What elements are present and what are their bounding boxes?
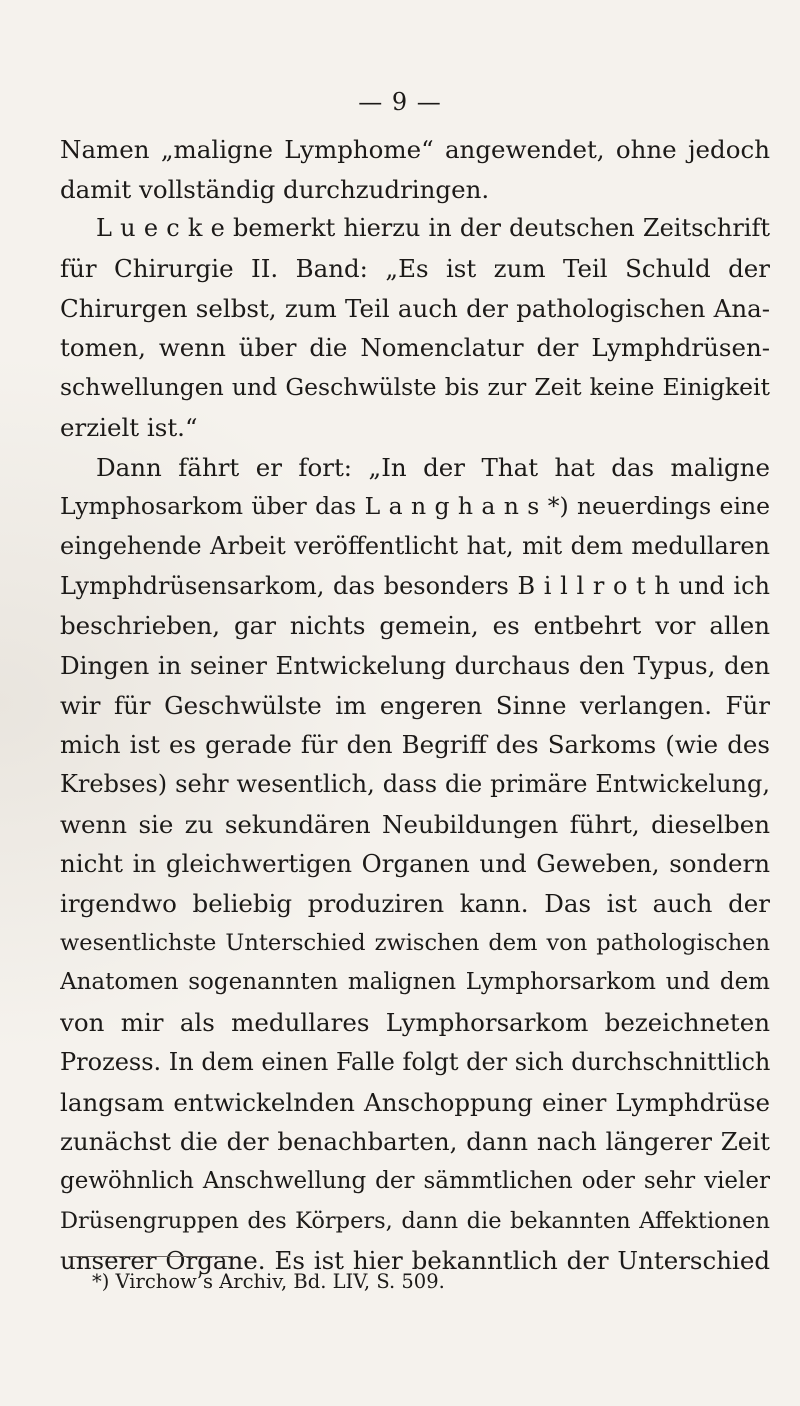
- text-line: Lymphosarkom über das L a n g h a n s *) neuerdings eine: [60, 492, 770, 521]
- text-line: wenn sie zu sekundären Neubildungen führt, dieselben: [60, 809, 770, 839]
- page-number-header: — 9 —: [358, 88, 442, 116]
- text-line: Lymphdrüsensarkom, das besonders B i l l r o t h und ich: [60, 571, 770, 600]
- text-line: schwellungen und Geschwülste bis zur Zeit keine Einigkeit: [60, 373, 770, 402]
- text-line: Krebses) sehr wesentlich, dass die primäre Entwickelung,: [60, 770, 770, 798]
- text-line: Dann fährt er fort: „In der That hat das maligne: [96, 452, 770, 482]
- text-line: langsam entwickelnden Anschoppung einer Lymphdrüse: [60, 1087, 770, 1117]
- text-line: mich ist es gerade für den Begriff des Sarkoms (wie des: [60, 730, 770, 760]
- text-line: eingehende Arbeit veröffentlicht hat, mit dem medullaren: [60, 531, 770, 560]
- text-line: erzielt ist.“: [60, 412, 198, 442]
- text-line: wesentlichste Unterschied zwischen dem von pathologischen: [60, 929, 770, 956]
- text-line: für Chirurgie II. Band: „Es ist zum Teil Schuld der: [60, 254, 770, 284]
- text-line: Chirurgen selbst, zum Teil auch der pathologischen Ana-: [60, 293, 770, 323]
- text-line: zunächst die der benachbarten, dann nach längerer Zeit: [60, 1127, 770, 1157]
- footnote: *) Virchow’s Archiv, Bd. LIV, S. 509.: [92, 1270, 445, 1293]
- text-line: wir für Geschwülste im engeren Sinne verlangen. Für: [60, 690, 770, 720]
- text-line: beschrieben, gar nichts gemein, es entbehrt vor allen: [60, 611, 770, 641]
- text-line: Dingen in seiner Entwickelung durchaus den Typus, den: [60, 650, 770, 680]
- body-text: [60, 130, 770, 1281]
- text-line: L u e c k e bemerkt hierzu in der deutschen Zeitschrift: [96, 214, 770, 243]
- text-line: tomen, wenn über die Nomenclatur der Lymphdrüsen-: [60, 333, 770, 363]
- footnote-divider: [68, 1256, 233, 1257]
- text-line: unserer Organe. Es ist hier bekanntlich der Unterschied: [60, 1246, 770, 1276]
- text-line: irgendwo beliebig produziren kann. Das ist auch der: [60, 889, 770, 919]
- text-line: gewöhnlich Anschwellung der sämmtlichen oder sehr vieler: [60, 1167, 770, 1194]
- text-line: Prozess. In dem einen Falle folgt der sich durchschnittlich: [60, 1047, 770, 1076]
- text-line: Anatomen sogenannten malignen Lymphorsarkom und dem: [60, 969, 770, 996]
- text-line: Drüsengruppen des Körpers, dann die bekannten Affektionen: [60, 1207, 770, 1234]
- text-line: nicht in gleichwertigen Organen und Geweben, sondern: [60, 849, 770, 879]
- text-line: Namen „maligne Lymphome“ angewendet, ohne jedoch: [60, 135, 770, 164]
- text-line: von mir als medullares Lymphorsarkom bezeichneten: [60, 1008, 770, 1038]
- text-line: damit vollständig durchzudringen.: [60, 174, 490, 204]
